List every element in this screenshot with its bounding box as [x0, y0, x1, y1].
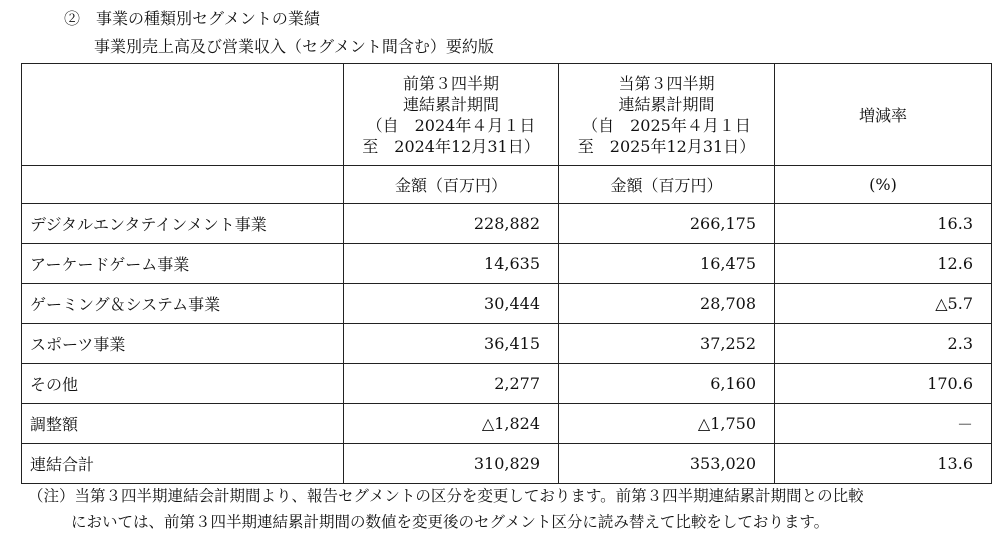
- section-title: ② 事業の種類別セグメントの業績: [64, 9, 320, 28]
- segment-label: デジタルエンタテインメント事業: [22, 204, 344, 244]
- prev-amount: △1,824: [344, 404, 559, 444]
- curr-period-header: 当第３四半期 連結累計期間 （自 2025年４月１日 至 2025年12月31日）: [559, 64, 775, 166]
- unit-blank-cell: [22, 166, 344, 204]
- change-rate: 16.3: [775, 204, 992, 244]
- curr-amount: 37,252: [559, 324, 775, 364]
- prev-unit-label: 金額（百万円）: [344, 166, 559, 204]
- table-row: [22, 364, 992, 404]
- change-rate: △5.7: [775, 284, 992, 324]
- segment-label: その他: [22, 364, 344, 404]
- table-row: [22, 404, 992, 444]
- table-row: [22, 204, 992, 244]
- prev-amount: 30,444: [344, 284, 559, 324]
- segment-label: 調整額: [22, 404, 344, 444]
- change-rate: 12.6: [775, 244, 992, 284]
- segment-label: アーケードゲーム事業: [22, 244, 344, 284]
- prev-period-header: 前第３四半期 連結累計期間 （自 2024年４月１日 至 2024年12月31日）: [344, 64, 559, 166]
- change-rate: －: [775, 404, 992, 444]
- prev-amount: 2,277: [344, 364, 559, 404]
- segment-label: スポーツ事業: [22, 324, 344, 364]
- segment-label: ゲーミング＆システム事業: [22, 284, 344, 324]
- segment-label: 連結合計: [22, 444, 344, 484]
- curr-amount: △1,750: [559, 404, 775, 444]
- footnote: [28, 483, 864, 535]
- change-unit-label: (%): [775, 166, 992, 204]
- table-header-row: [22, 64, 992, 166]
- change-rate: 170.6: [775, 364, 992, 404]
- section-subtitle: 事業別売上高及び営業収入（セグメント間含む）要約版: [94, 37, 494, 56]
- footnote-line-1: （注）当第３四半期連結会計期間より、報告セグメントの区分を変更しております。前第３四半期連結累計期間との比較: [28, 487, 864, 505]
- prev-amount: 228,882: [344, 204, 559, 244]
- header-blank-cell: [22, 64, 344, 166]
- change-rate: 2.3: [775, 324, 992, 364]
- curr-amount: 353,020: [559, 444, 775, 484]
- table-row-total: [22, 444, 992, 484]
- change-rate: 13.6: [775, 444, 992, 484]
- table-row: [22, 324, 992, 364]
- curr-unit-label: 金額（百万円）: [559, 166, 775, 204]
- prev-amount: 36,415: [344, 324, 559, 364]
- prev-amount: 310,829: [344, 444, 559, 484]
- curr-amount: 16,475: [559, 244, 775, 284]
- change-rate-header: 増減率: [775, 64, 992, 166]
- footnote-line-2: においては、前第３四半期連結累計期間の数値を変更後のセグメント区分に読み替えて比較をしております。: [71, 513, 830, 531]
- prev-amount: 14,635: [344, 244, 559, 284]
- table-unit-row: [22, 166, 992, 204]
- curr-amount: 6,160: [559, 364, 775, 404]
- table-row: [22, 284, 992, 324]
- segment-table: [21, 63, 992, 484]
- curr-amount: 28,708: [559, 284, 775, 324]
- curr-amount: 266,175: [559, 204, 775, 244]
- table-row: [22, 244, 992, 284]
